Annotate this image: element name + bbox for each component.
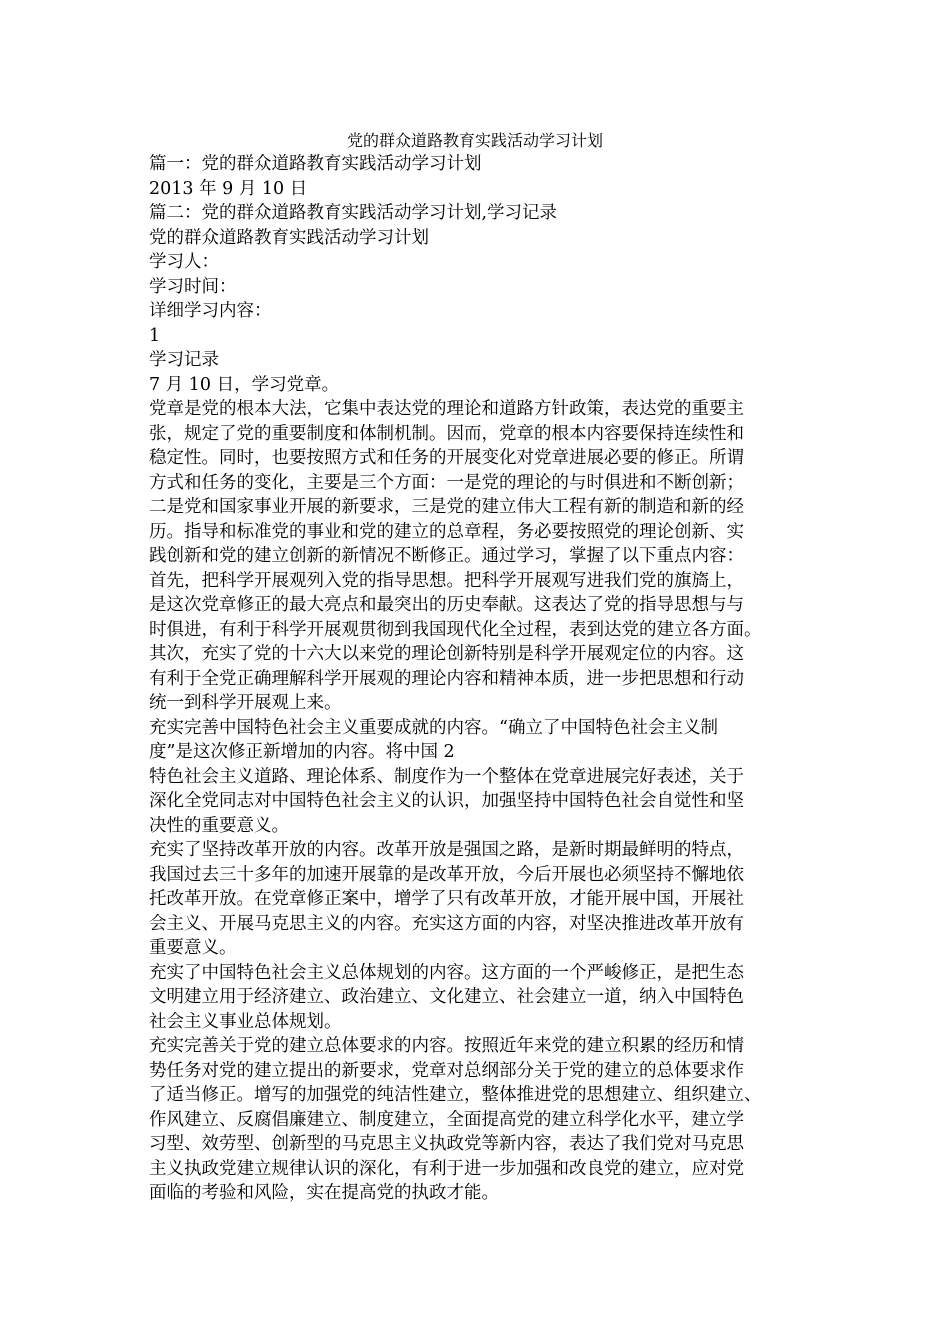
paragraph-line: 是这次党章修正的最大亮点和最突出的历史奉献。这表达了党的指导思想与与 [149, 595, 744, 615]
document-body [149, 152, 819, 1206]
paragraph-line: 二是党和国家事业开展的新要求，三是党的建立伟大工程有新的制造和新的经 [149, 497, 744, 517]
paragraph-line: 历。指导和标准党的事业和党的建立的总章程，务必要按照党的理论创新、实 [149, 521, 744, 542]
paragraph-line: 党章是党的根本大法，它集中表达党的理论和道路方针政策，表达党的重要主 [149, 399, 744, 419]
paragraph-line: 首先，把科学开展观列入党的指导思想。把科学开展观写进我们党的旗旖上， [149, 570, 744, 591]
text-line: 篇一：党的群众道路教育实践活动学习计划 [149, 154, 482, 174]
paragraph-line: 充实了坚持改革开放的内容。改革开放是强国之路，是新时期最鲜明的特点， [149, 840, 744, 860]
text-line: 7 月 10 日，学习党章。 [149, 374, 340, 395]
paragraph-line: 了适当修正。增写的加强党的纯洁性建立，整体推进党的思想建立、组织建立、 [149, 1085, 762, 1105]
paragraph-line: 践创新和党的建立创新的新情况不断修正。通过学习，掌握了以下重点内容： [149, 546, 744, 566]
paragraph-line: 托改革开放。在党章修正案中，增学了只有改革开放，才能开展中国，开展社 [149, 889, 744, 909]
paragraph-line: 社会主义事业总体规划。 [149, 1011, 342, 1032]
text-line: 1 [149, 325, 161, 346]
paragraph-line: 面临的考验和风险，实在提高党的执政才能。 [149, 1183, 499, 1203]
text-line: 学习人： [149, 252, 219, 272]
paragraph-line: 主义执政党建立规律认识的深化，有利于进一步加强和改良党的建立，应对党 [149, 1158, 744, 1179]
paragraph [149, 838, 819, 961]
paragraph-line: 稳定性。同时，也要按照方式和任务的开展变化对党章进展必要的修正。所谓 [149, 448, 744, 468]
paragraph-line: 重要意义。 [149, 938, 237, 958]
paragraph [149, 961, 819, 1035]
paragraph-line: 会主义、开展马克思主义的内容。充实这方面的内容，对坚决推进改革开放有 [149, 913, 744, 934]
text-line: 篇二：党的群众道路教育实践活动学习计划,学习记录 [149, 203, 558, 223]
paragraph-line: 其次，充实了党的十六大以来党的理论创新特别是科学开展观定位的内容。这 [149, 644, 744, 664]
paragraph-line: 充实完善关于党的建立总体要求的内容。按照近年来党的建立积累的经历和情 [149, 1036, 744, 1056]
paragraph-line: 决性的重要意义。 [149, 815, 289, 836]
paragraph-line: 充实了中国特色社会主义总体规划的内容。这方面的一个严峻修正，是把生态 [149, 962, 744, 983]
paragraph-line: 作风建立、反腐倡廉建立、制度建立，全面提高党的建立科学化水平，建立学 [149, 1109, 744, 1130]
paragraph-line: 统一到科学开展观上来。 [149, 693, 342, 713]
text-line: 详细学习内容： [149, 301, 272, 321]
text-line: 学习记录 [149, 350, 219, 370]
paragraph-line: 时俱进，有利于科学开展观贯彻到我国现代化全过程，表到达党的建立各方面。 [149, 619, 762, 640]
paragraph [149, 716, 819, 765]
paragraph-line: 势任务对党的建立提出的新要求，党章对总纲部分关于党的建立的总体要求作 [149, 1060, 744, 1081]
paragraph-line: 张，规定了党的重要制度和体制机制。因而，党章的根本内容要保持连续性和 [149, 423, 744, 444]
paragraph-line: 习型、效劳型、创新型的马克思主义执政党等新内容，表达了我们党对马克思 [149, 1134, 744, 1154]
paragraph-line: 特色社会主义道路、理论体系、制度作为一个整体在党章进展完好表述，关于 [149, 766, 744, 787]
paragraph-line: 深化全党同志对中国特色社会主义的认识，加强坚持中国特色社会自觉性和坚 [149, 791, 744, 811]
paragraph-line: 有利于全党正确理解科学开展观的理论内容和精神本质，进一步把思想和行动 [149, 668, 744, 689]
paragraph-line: 充实完善中国特色社会主义重要成就的内容。“确立了中国特色社会主义制 [149, 717, 718, 738]
paragraph [149, 397, 819, 716]
document-title: 党的群众道路教育实践活动学习计划 [346, 131, 603, 150]
paragraph [149, 1034, 819, 1206]
text-line: 党的群众道路教育实践活动学习计划 [149, 227, 429, 248]
paragraph-line: 文明建立用于经济建立、政治建立、文化建立、社会建立一道，纳入中国特色 [149, 987, 744, 1007]
paragraph-line: 度”是这次修正新增加的内容。将中国 2 [149, 742, 455, 762]
paragraph-line: 我国过去三十多年的加速开展靠的是改革开放，今后开展也必须坚持不懈地依 [149, 864, 744, 885]
paragraph [149, 765, 819, 839]
paragraph-line: 方式和任务的变化，主要是三个方面：一是党的理论的与时俱进和不断创新； [149, 472, 744, 493]
text-line: 学习时间： [149, 276, 237, 297]
text-line: 2013 年 9 月 10 日 [149, 178, 308, 199]
